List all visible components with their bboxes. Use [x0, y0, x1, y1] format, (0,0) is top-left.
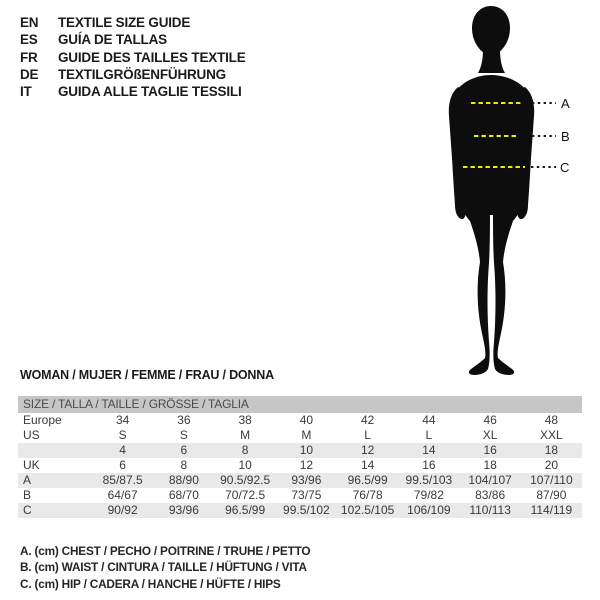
- table-cell: M: [240, 428, 251, 442]
- table-row: [18, 488, 582, 503]
- row-label: [18, 443, 92, 458]
- row-label: US: [23, 428, 40, 442]
- language-label: GUIDE DES TAILLES TEXTILE: [58, 49, 246, 65]
- row-label: UK: [23, 458, 40, 472]
- table-cell: 106/109: [407, 503, 451, 517]
- table-cell: 104/107: [468, 473, 512, 487]
- language-code: EN: [20, 15, 39, 30]
- table-cell: 85/87.5: [102, 473, 143, 487]
- table-cell: 79/82: [413, 488, 444, 502]
- table-cell: 20: [544, 458, 559, 472]
- measurement-legend: [20, 543, 310, 592]
- table-cell: 38: [238, 413, 252, 427]
- table-cell: XL: [482, 428, 498, 442]
- table-cell: 90.5/92.5: [220, 473, 271, 487]
- woman-silhouette-shape: [449, 6, 534, 375]
- table-row: [18, 458, 582, 473]
- table-cell: 34: [115, 413, 130, 427]
- table-cell: 99.5/103: [405, 473, 453, 487]
- table-cell: 12: [299, 458, 314, 472]
- table-cell: 44: [422, 413, 436, 427]
- table-cell: 6: [119, 458, 126, 472]
- legend-line: B. (cm) WAIST / CINTURA / TAILLE / HÜFTUNG / VITA: [20, 560, 307, 575]
- table-cell: 8: [180, 458, 188, 472]
- table-cell: 93/96: [291, 473, 322, 487]
- language-row-de: [20, 66, 246, 83]
- table-cell: 68/70: [168, 488, 199, 502]
- table-row: [18, 503, 582, 518]
- table-cell: 4: [119, 443, 126, 457]
- table-cell: 18: [544, 443, 559, 457]
- table-cell: XXL: [540, 428, 563, 442]
- table-cell: 16: [483, 443, 497, 457]
- language-code: ES: [20, 32, 38, 48]
- row-label: B: [23, 488, 32, 502]
- table-cell: L: [364, 428, 371, 442]
- table-cell: 96.5/99: [347, 473, 388, 487]
- language-row-fr: [20, 49, 246, 66]
- table-cell: 110/113: [469, 503, 511, 517]
- table-row: [18, 428, 582, 443]
- table-cell: 64/67: [107, 488, 138, 502]
- table-cell: L: [425, 428, 433, 442]
- table-cell: 73/75: [291, 488, 322, 502]
- table-cell: 114/119: [530, 503, 573, 517]
- table-cell: 87/90: [536, 488, 567, 502]
- table-cell: 10: [299, 443, 314, 457]
- table-cell: 16: [422, 458, 436, 472]
- table-cell: 96.5/99: [225, 503, 266, 517]
- table-cell: 18: [483, 458, 497, 472]
- table-row: [18, 413, 582, 428]
- table-cell: 42: [360, 413, 375, 427]
- section-title: WOMAN / MUJER / FEMME / FRAU / DONNA: [20, 368, 274, 382]
- language-label: GUÍA DE TALLAS: [58, 32, 167, 48]
- table-cell: S: [118, 428, 127, 442]
- table-cell: 70/72.5: [225, 488, 266, 502]
- language-code: IT: [20, 84, 32, 100]
- size-table-body: [18, 413, 582, 518]
- table-cell: M: [301, 428, 312, 442]
- row-label: C: [23, 503, 32, 517]
- measurement-label-b: B: [561, 129, 570, 144]
- table-cell: 93/96: [168, 503, 199, 517]
- language-label: TEXTILGRÖßENFÜHRUNG: [58, 66, 226, 82]
- size-table-header: SIZE / TALLA / TAILLE / GRÖSSE / TAGLIA: [18, 396, 582, 413]
- table-cell: 48: [544, 413, 559, 427]
- table-cell: 83/86: [475, 488, 506, 502]
- row-label: A: [23, 473, 32, 487]
- measurement-label-a: A: [561, 96, 570, 111]
- table-cell: 6: [180, 443, 188, 457]
- table-cell: 76/78: [352, 488, 383, 502]
- table-row: [18, 443, 582, 458]
- table-cell: 12: [360, 443, 375, 457]
- language-label: GUIDA ALLE TAGLIE TESSILI: [58, 84, 242, 100]
- measurement-label-c: C: [560, 160, 570, 175]
- table-row: [18, 473, 582, 488]
- language-row-en: [20, 14, 246, 31]
- table-cell: 36: [177, 413, 191, 427]
- legend-line: C. (cm) HIP / CADERA / HANCHE / HÜFTE / HIPS: [20, 576, 281, 591]
- table-cell: S: [179, 428, 188, 442]
- table-cell: 107/110: [530, 473, 573, 487]
- size-table: [18, 396, 582, 518]
- language-code: DE: [20, 66, 39, 82]
- table-cell: 90/92: [107, 503, 138, 517]
- table-cell: 102.5/105: [340, 503, 395, 517]
- table-cell: 99.5/102: [283, 503, 330, 517]
- table-cell: 14: [360, 458, 375, 472]
- language-row-it: [20, 83, 246, 100]
- language-label: TEXTILE SIZE GUIDE: [58, 15, 191, 30]
- table-cell: 40: [299, 413, 314, 427]
- language-row-es: [20, 31, 246, 48]
- table-cell: 10: [238, 458, 252, 472]
- row-label: Europe: [23, 413, 62, 427]
- language-code: FR: [20, 49, 38, 65]
- table-cell: 88/90: [168, 473, 199, 487]
- table-cell: 8: [241, 443, 249, 457]
- table-cell: 46: [483, 413, 497, 427]
- language-title-block: [20, 14, 246, 100]
- table-cell: 14: [422, 443, 436, 457]
- legend-line: A. (cm) CHEST / PECHO / POITRINE / TRUHE / PETTO: [20, 544, 311, 558]
